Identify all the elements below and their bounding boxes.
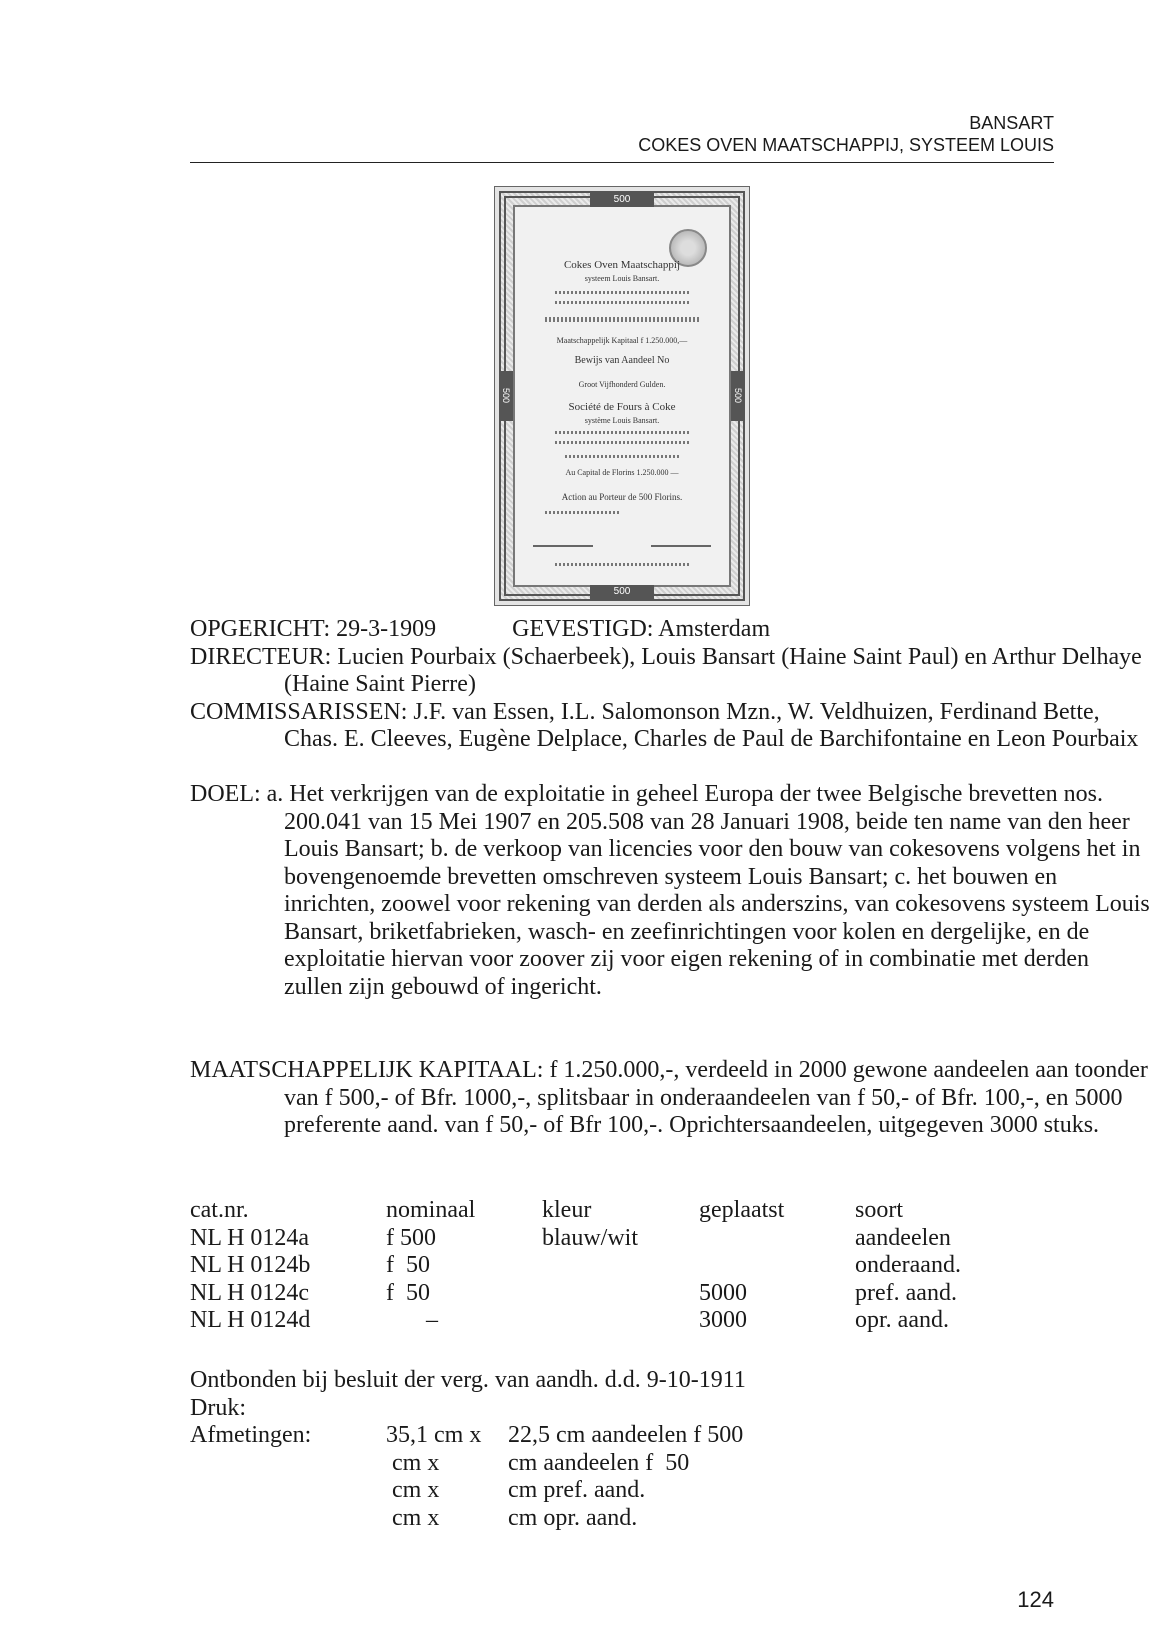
cert-fineprint bbox=[555, 441, 689, 444]
afmetingen-a: cm x bbox=[392, 1504, 440, 1531]
signature-left bbox=[533, 529, 593, 547]
col-header: nominaal bbox=[386, 1197, 476, 1223]
cell: f 50 bbox=[386, 1279, 430, 1306]
doel-text: a. Het verkrijgen van de exploitatie in geheel Europa der twee Belgische brevetten nos. 200.041 van 15 Mei 1907 en 205.508 van 28 Januari 1908, beide ten name van den heer Louis Bansart; b. de verkoop van licencies voor den bouw van cokesovens volgens het in bovengenoemde brevetten omschreven systeem Louis Bansart; c. het bouwen en inrichten, zoowel voor rekening van derden als anderszins, van cokesovens systeem Louis Bansart, briketfabrieken, wasch- en zeefinrichtingen voor kolen en dergelijke, en de exploitatie hiervan voor zoover zij voor eigen rekening of in combinatie met derden zullen zijn gebouwd of ingericht. bbox=[266, 781, 1150, 1000]
cell: NL H 0124a bbox=[190, 1224, 310, 1251]
kapitaal-block bbox=[190, 1057, 1150, 1140]
cell: 3000 bbox=[699, 1307, 747, 1333]
cert-fineprint bbox=[555, 301, 689, 304]
cell bbox=[542, 1280, 699, 1308]
afmetingen-a: cm x bbox=[392, 1477, 440, 1503]
afmetingen-a: 35,1 cm x bbox=[386, 1422, 482, 1448]
afmetingen-b: cm aandeelen f 50 bbox=[508, 1449, 690, 1476]
cert-side-right: 500 bbox=[731, 371, 745, 421]
doel-block bbox=[190, 781, 1150, 1001]
header-company: BANSART bbox=[969, 113, 1054, 133]
druk-line: Druk: bbox=[190, 1394, 246, 1421]
cert-share-title: Bewijs van Aandeel No bbox=[574, 355, 670, 366]
cell: blauw/wit bbox=[542, 1224, 638, 1251]
cert-capital: Maatschappelijk Kapitaal f 1.250.000,— bbox=[556, 336, 688, 345]
afmetingen-row bbox=[392, 1477, 645, 1505]
col-header: cat.nr. bbox=[190, 1197, 249, 1223]
certificate-body bbox=[513, 205, 731, 587]
cert-heading-line bbox=[545, 317, 699, 322]
afmetingen-row bbox=[392, 1450, 689, 1478]
col-header: soort bbox=[855, 1197, 903, 1223]
gevestigd-value: Amsterdam bbox=[658, 616, 771, 642]
table-header-row bbox=[190, 1197, 1055, 1225]
afmetingen-b: cm pref. aand. bbox=[508, 1477, 646, 1503]
cert-system-fr: système Louis Bansart. bbox=[584, 416, 660, 425]
ontbonden-line: Ontbonden bij besluit der verg. van aandh. d.d. 9-10-1911 bbox=[190, 1367, 746, 1393]
afmetingen-b: 22,5 cm aandeelen f 500 bbox=[508, 1422, 744, 1448]
cell bbox=[699, 1225, 855, 1253]
cert-fineprint bbox=[555, 563, 689, 566]
cell bbox=[542, 1252, 699, 1280]
cert-capital-fr: Au Capital de Florins 1.250.000 — bbox=[565, 468, 679, 477]
commissarissen-label: COMMISSARISSEN: bbox=[190, 698, 408, 725]
cert-company-fr: Société de Fours à Coke bbox=[568, 401, 676, 413]
cert-company: Cokes Oven Maatschappij bbox=[563, 259, 681, 271]
opgericht-label: OPGERICHT: bbox=[190, 616, 331, 642]
kapitaal-text: f 1.250.000,-, verdeeld in 2000 gewone aandeelen aan toonder van f 500,- of Bfr. 1000,-, splitsbaar in onderaandeelen van f 50,- of Bfr. 100,-, en 5000 preferente aand. van f 50,- of Bfr 100,-. Oprichtersaandeelen, uitgegeven 3000 stuks. bbox=[284, 1057, 1148, 1138]
cell: NL H 0124c bbox=[190, 1279, 310, 1306]
col-header: geplaatst bbox=[699, 1197, 785, 1223]
afmetingen-row bbox=[190, 1422, 743, 1450]
running-header bbox=[190, 112, 1054, 156]
cell: aandeelen bbox=[855, 1224, 951, 1251]
cert-badge-top: 500 bbox=[590, 193, 654, 207]
afmetingen-row bbox=[392, 1505, 637, 1533]
cert-fineprint bbox=[555, 431, 689, 434]
cert-fineprint bbox=[565, 455, 679, 458]
header-title: COKES OVEN MAATSCHAPPIJ, SYSTEEM LOUIS bbox=[638, 135, 1054, 155]
header-rule bbox=[190, 162, 1054, 163]
signature-right bbox=[651, 529, 711, 547]
directeur-label: DIRECTEUR: bbox=[190, 643, 332, 670]
cell: f 50 bbox=[386, 1252, 430, 1278]
table-row bbox=[190, 1225, 1055, 1253]
cell: NL H 0124b bbox=[190, 1252, 311, 1278]
cell: NL H 0124d bbox=[190, 1307, 311, 1333]
cell bbox=[542, 1307, 699, 1335]
cert-badge-bottom: 500 bbox=[590, 585, 654, 599]
cell: 5000 bbox=[699, 1279, 747, 1306]
table-row bbox=[190, 1307, 1055, 1335]
cell: opr. aand. bbox=[855, 1307, 949, 1333]
opgericht-value: 29-3-1909 bbox=[336, 616, 437, 642]
share-certificate-image bbox=[494, 186, 750, 606]
page-number: 124 bbox=[1017, 1587, 1054, 1612]
afmetingen-a: cm x bbox=[392, 1449, 440, 1476]
commissarissen-text: J.F. van Essen, I.L. Salomonson Mzn., W. Veldhuizen, Ferdinand Bette, Chas. E. Cleeves, Eugène Delplace, Charles de Paul de Barchifontaine en Leon Pourbaix bbox=[284, 698, 1139, 752]
directeur-text: Lucien Pourbaix (Schaerbeek), Louis Bansart (Haine Saint Paul) en Arthur Delhaye (Haine Saint Pierre) bbox=[284, 643, 1142, 697]
cell: f 500 bbox=[386, 1224, 436, 1251]
cell: pref. aand. bbox=[855, 1279, 957, 1306]
doel-label: DOEL: bbox=[190, 781, 261, 807]
cert-fineprint bbox=[545, 511, 619, 514]
cell: – bbox=[426, 1307, 438, 1333]
cert-action: Action au Porteur de 500 Florins. bbox=[561, 492, 683, 502]
cert-fineprint bbox=[555, 291, 689, 294]
afmetingen-b: cm opr. aand. bbox=[508, 1504, 638, 1531]
table-row bbox=[190, 1280, 1055, 1308]
founded-line bbox=[190, 616, 770, 644]
gevestigd-label: GEVESTIGD: bbox=[512, 616, 654, 642]
cert-system: systeem Louis Bansart. bbox=[584, 274, 660, 283]
cert-side-left: 500 bbox=[499, 371, 513, 421]
directeur-block bbox=[190, 644, 1150, 699]
afmetingen-label: Afmetingen: bbox=[190, 1422, 312, 1448]
table-row bbox=[190, 1252, 1055, 1280]
cell bbox=[699, 1252, 855, 1280]
kapitaal-label: MAATSCHAPPELIJK KAPITAAL: bbox=[190, 1057, 544, 1083]
cell: onderaand. bbox=[855, 1252, 961, 1278]
col-header: kleur bbox=[542, 1197, 592, 1223]
commissarissen-block bbox=[190, 699, 1150, 754]
catalog-table bbox=[190, 1197, 1055, 1335]
cert-value: Groot Vijfhonderd Gulden. bbox=[578, 380, 666, 389]
